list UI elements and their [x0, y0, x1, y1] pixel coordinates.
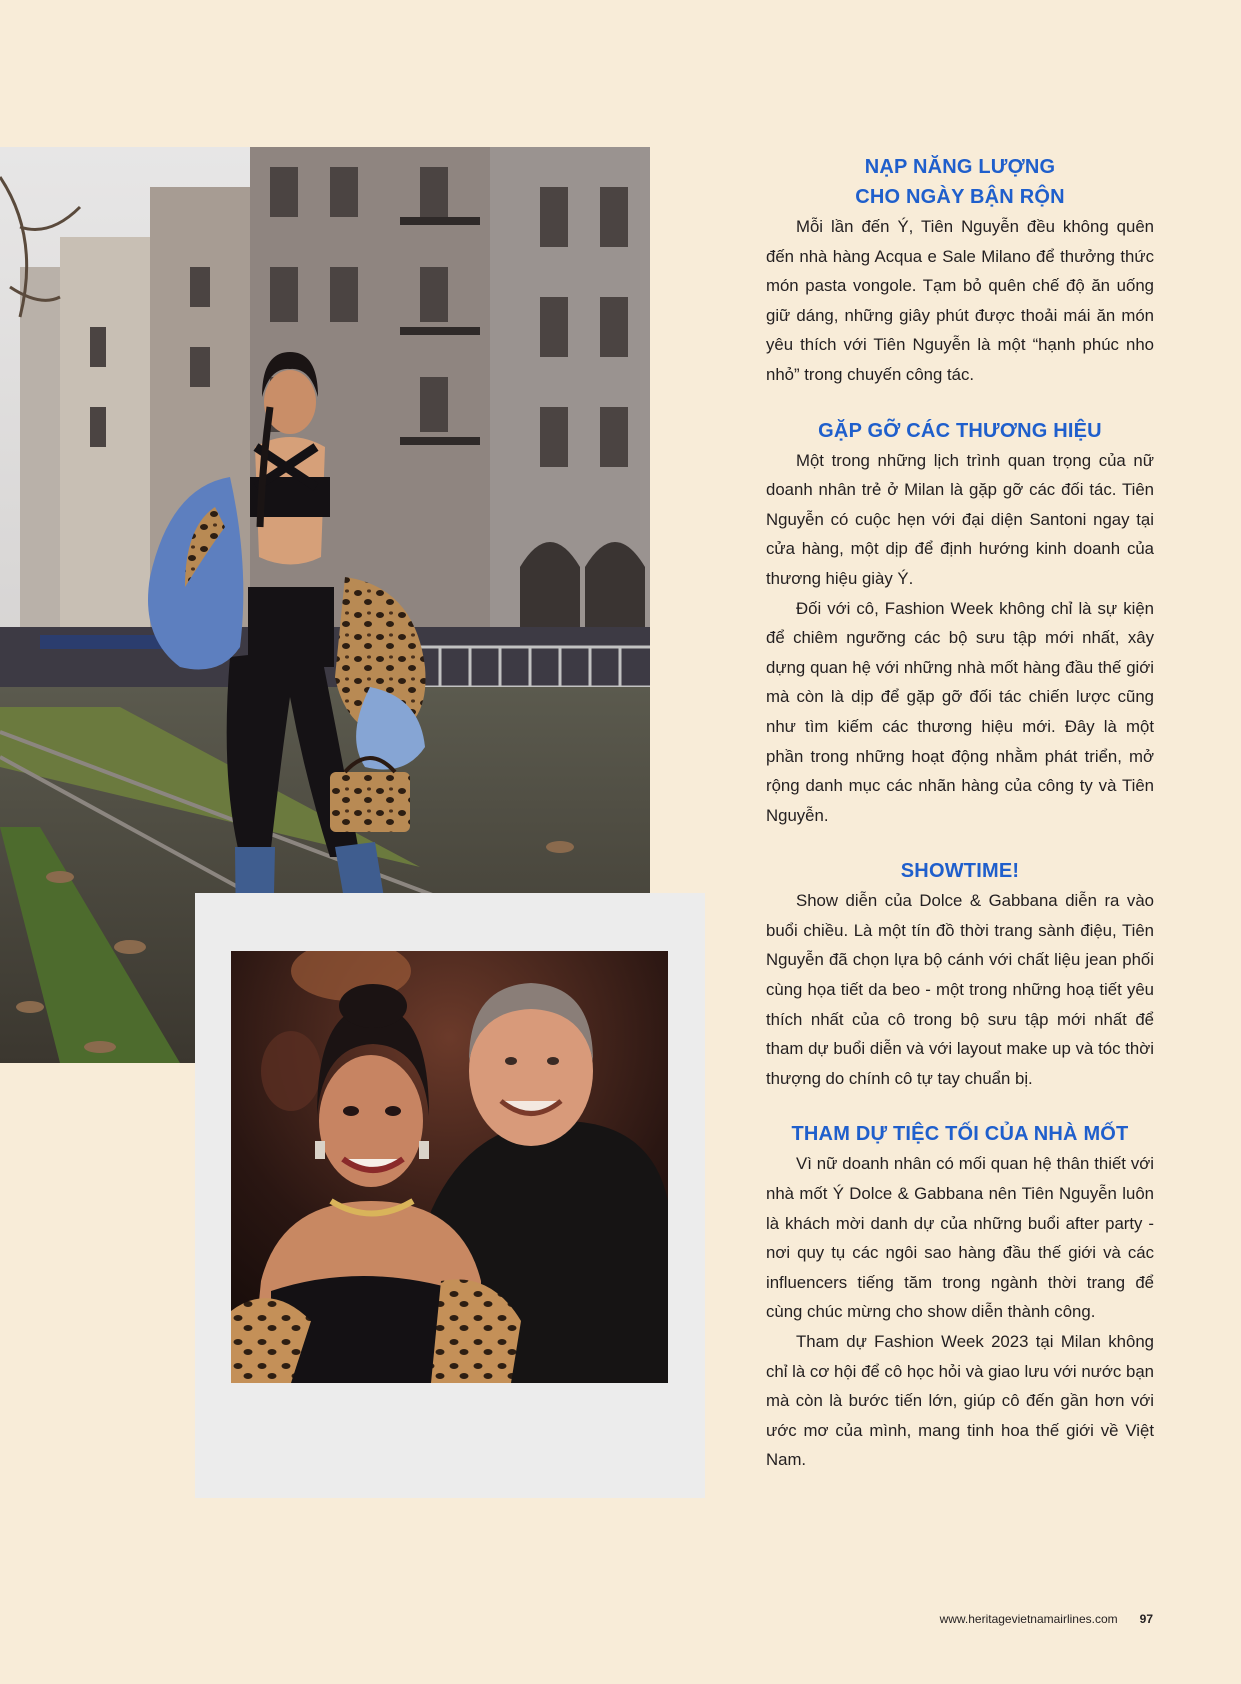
section-showtime — [766, 856, 1154, 1093]
paragraph: Tham dự Fashion Week 2023 tại Milan không chỉ là cơ hội để cô học hỏi và giao lưu với nước bạn mà còn là bước tiến lớn, giúp cô đến gần hơn với ước mơ của mình, mang tinh hoa thế giới về Việt Nam. — [766, 1332, 1154, 1470]
paragraph: Đối với cô, Fashion Week không chỉ là sự kiện để chiêm ngưỡng các bộ sưu tập mới nhất, xây dựng quan hệ với những nhà mốt hàng đầu thế giới mà còn là dịp để gặp gỡ đối tác chiến lược cũng như tìm kiếm các thương hiệu mới. Đây là một phần trong những hoạt động nhằm phát triển, mở rộng danh mục các nhãn hàng của công ty và Tiên Nguyễn. — [766, 598, 1154, 825]
page-footer — [940, 1612, 1153, 1626]
heading-line: SHOWTIME! — [900, 860, 1020, 883]
heading-line: CHO NGÀY BẬN RỘN — [855, 186, 1065, 208]
heading-line: GẶP GỠ CÁC THƯƠNG HIỆU — [818, 419, 1102, 442]
section-heading — [766, 152, 1154, 212]
section-nap-nang-luong — [766, 152, 1154, 390]
paragraph: Một trong những lịch trình quan trọng của nữ doanh nhân trẻ ở Milan là gặp gỡ các đối tác. Tiên Nguyễn có cuộc hẹn với đại diện Santoni ngay tại cửa hàng, một dịp để định hướng kinh doanh của thương hiệu giày Ý. — [766, 450, 1154, 588]
heading-line: NẠP NĂNG LƯỢNG — [864, 156, 1056, 178]
after-party-photo — [231, 951, 668, 1383]
website-link[interactable]: www.heritagevietnamairlines.com — [939, 1612, 1118, 1626]
page-number: 97 — [1139, 1612, 1153, 1626]
section-gap-go-thuong-hieu — [766, 416, 1154, 831]
section-tiec-toi — [766, 1119, 1154, 1475]
paragraph: Show diễn của Dolce & Gabbana diễn ra vào buổi chiều. Là một tín đồ thời trang sành điệu, Tiên Nguyễn đã chọn lựa bộ cánh với chất liệu jean phối cùng họa tiết da beo - một trong những hoạ tiết yêu thích nhất của cô trong bộ sưu tập mới nhất để tham dự buổi diễn và với layout make up và tóc thời thượng do chính cô tự tay chuẩn bị. — [766, 891, 1154, 1088]
section-heading — [766, 856, 1154, 886]
section-heading — [766, 1119, 1154, 1149]
paragraph: Mỗi lần đến Ý, Tiên Nguyễn đều không quên đến nhà hàng Acqua e Sale Milano để thưởng thức món pasta vongole. Tạm bỏ quên chế độ ăn uống giữ dáng, những giây phút được thoải mái ăn món yêu thích với Tiên Nguyễn là một “hạnh phúc nho nhỏ” trong chuyến công tác. — [766, 217, 1154, 384]
paragraph: Vì nữ doanh nhân có mối quan hệ thân thiết với nhà mốt Ý Dolce & Gabbana nên Tiên Nguyễn luôn là khách mời danh dự của những buổi after party - nơi quy tụ các ngôi sao hàng đầu thế giới và các influencers tiếng tăm trong ngành thời trang để cùng chúc mừng cho show diễn thành công. — [766, 1154, 1154, 1322]
section-heading — [766, 416, 1154, 446]
article-column — [766, 152, 1154, 1475]
heading-line: THAM DỰ TIỆC TỐI CỦA NHÀ MỐT — [791, 1123, 1129, 1146]
